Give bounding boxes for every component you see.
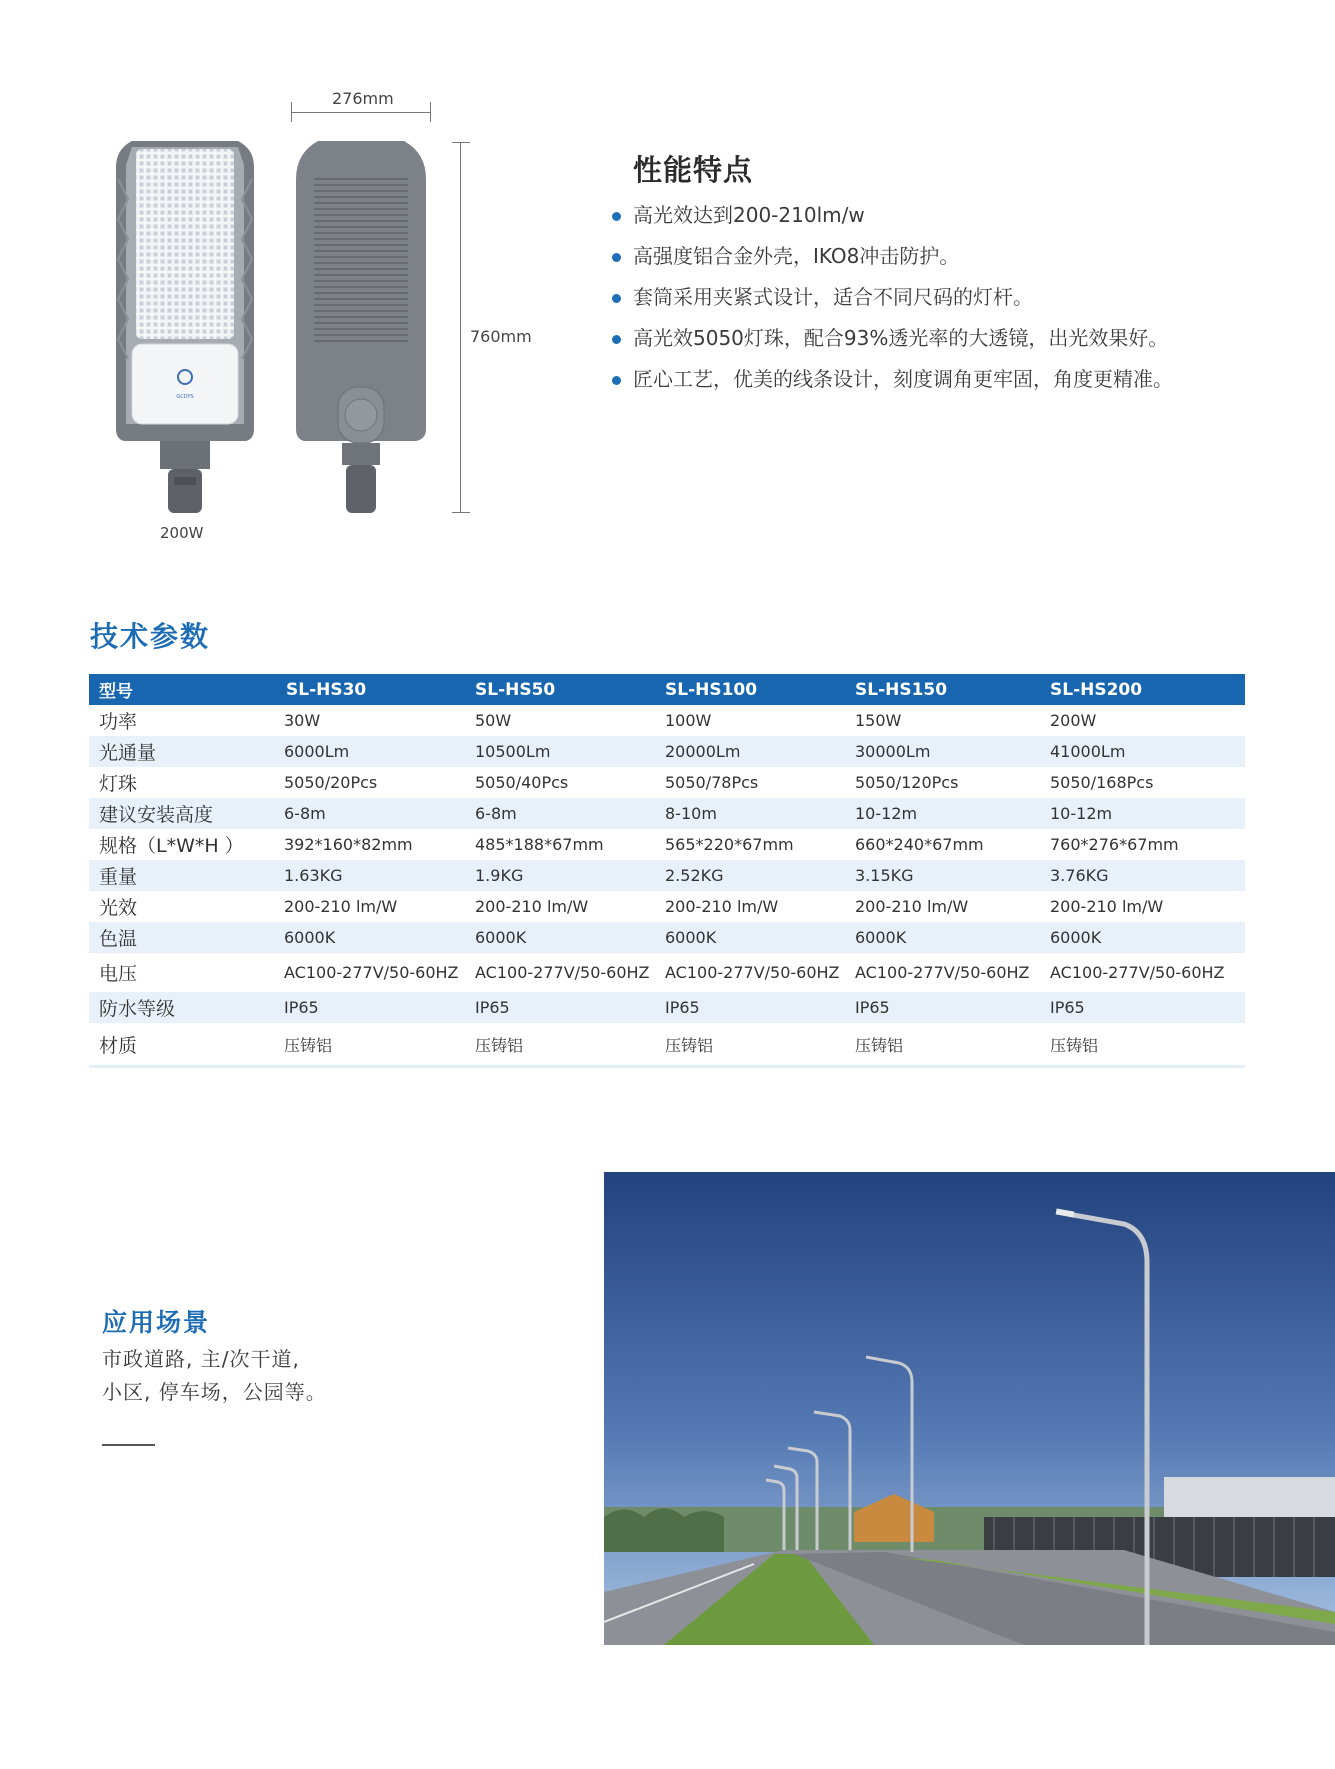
- spec-cell: AC100-277V/50-60HZ: [855, 963, 1030, 982]
- spec-cell: 760*276*67mm: [1050, 835, 1179, 854]
- spec-cell: IP65: [465, 992, 655, 1023]
- width-dimension-label: 276mm: [332, 89, 394, 108]
- height-dimension-line: [460, 142, 461, 513]
- spec-cell: 660*240*67mm: [855, 835, 984, 854]
- spec-cell: 6000Lm: [274, 736, 465, 767]
- spec-cell: 6000K: [1040, 922, 1245, 953]
- spec-cell: 20000Lm: [655, 736, 845, 767]
- spec-header-row: [89, 674, 1245, 705]
- spec-cell: 6000K: [465, 922, 655, 953]
- spec-cell: AC100-277V/50-60HZ: [665, 963, 840, 982]
- spec-header-model: SL-HS150: [845, 674, 1040, 705]
- spec-cell: 50W: [475, 711, 512, 730]
- spec-cell: 6000K: [274, 922, 465, 953]
- height-dimension-label: 760mm: [470, 327, 532, 346]
- spec-row-label: 功率: [99, 711, 138, 733]
- spec-row-ip: [89, 992, 1245, 1023]
- spec-header-label: 型号: [89, 674, 274, 705]
- spec-cell: 10-12m: [1040, 798, 1245, 829]
- spec-cell: 6000K: [845, 922, 1040, 953]
- spec-header-model: SL-HS50: [465, 674, 655, 705]
- spec-row-material: [89, 1023, 1245, 1067]
- feature-item: 高光效5050灯珠，配合93%透光率的大透镜，出光效果好。: [612, 321, 1173, 362]
- spec-row-label: 光效: [99, 897, 138, 919]
- spec-row-size: [89, 829, 1245, 860]
- spec-row-power: [89, 705, 1245, 736]
- spec-cell: 5050/168Pcs: [1050, 773, 1154, 792]
- spec-cell: IP65: [1040, 992, 1245, 1023]
- spec-cell: 5050/40Pcs: [475, 773, 569, 792]
- feature-item: 高光效达到200-210lm/w: [612, 198, 1173, 239]
- spec-cell: 200-210 lm/W: [855, 897, 969, 916]
- spec-cell: 压铸铝: [274, 1023, 465, 1067]
- spec-row-efficacy: [89, 891, 1245, 922]
- feature-item: 高强度铝合金外壳，IKO8冲击防护。: [612, 239, 1173, 280]
- spec-row-weight: [89, 860, 1245, 891]
- spec-header-model: SL-HS100: [655, 674, 845, 705]
- spec-cell: 30000Lm: [845, 736, 1040, 767]
- spec-cell: 41000Lm: [1040, 736, 1245, 767]
- specs-title: 技术参数: [90, 620, 211, 653]
- spec-cell: 5050/120Pcs: [855, 773, 959, 792]
- spec-cell: 565*220*67mm: [665, 835, 794, 854]
- width-dimension-line: [291, 112, 431, 113]
- spec-header-model: SL-HS200: [1040, 674, 1245, 705]
- spec-cell: IP65: [655, 992, 845, 1023]
- spec-row-label: 建议安装高度: [89, 798, 274, 829]
- lamp-front-view: [110, 139, 260, 519]
- spec-cell: 200-210 lm/W: [475, 897, 589, 916]
- street-scene-image: [604, 1172, 1335, 1645]
- spec-row-label: 色温: [89, 922, 274, 953]
- lamp-back-view: [290, 139, 432, 519]
- spec-cell: 6-8m: [274, 798, 465, 829]
- spec-row-label: 光通量: [89, 736, 274, 767]
- spec-cell: IP65: [274, 992, 465, 1023]
- spec-cell: 392*160*82mm: [284, 835, 413, 854]
- application-line-2: 小区, 停车场，公园等。: [102, 1380, 327, 1404]
- spec-cell: 压铸铝: [845, 1023, 1040, 1067]
- spec-row-height: [89, 798, 1245, 829]
- spec-cell: 30W: [284, 711, 321, 730]
- spec-table: [89, 674, 1245, 1068]
- spec-cell: 150W: [855, 711, 902, 730]
- spec-row-label: 规格（L*W*H ）: [99, 835, 244, 857]
- application-line-1: 市政道路, 主/次干道,: [102, 1347, 300, 1371]
- spec-cell: AC100-277V/50-60HZ: [1050, 963, 1225, 982]
- spec-row-label: 材质: [89, 1023, 274, 1067]
- spec-cell: 10500Lm: [465, 736, 655, 767]
- spec-cell: 200-210 lm/W: [665, 897, 779, 916]
- spec-row-voltage: [89, 953, 1245, 992]
- svg-text:GCDYS: GCDYS: [176, 394, 194, 400]
- application-title: 应用场景: [102, 1308, 211, 1337]
- spec-row-label: 灯珠: [99, 773, 138, 795]
- spec-cell: 200W: [1050, 711, 1097, 730]
- spec-row-leds: [89, 767, 1245, 798]
- spec-cell: 6-8m: [465, 798, 655, 829]
- divider: [102, 1444, 155, 1446]
- spec-row-label: 电压: [99, 963, 138, 985]
- spec-cell: 10-12m: [845, 798, 1040, 829]
- spec-cell: 5050/20Pcs: [284, 773, 378, 792]
- feature-item: 匠心工艺，优美的线条设计，刻度调角更牢固，角度更精准。: [612, 362, 1173, 403]
- spec-cell: 5050/78Pcs: [665, 773, 759, 792]
- spec-row-flux: [89, 736, 1245, 767]
- spec-cell: 1.9KG: [465, 860, 655, 891]
- feature-item: 套筒采用夹紧式设计，适合不同尺码的灯杆。: [612, 280, 1173, 321]
- features-title: 性能特点: [633, 153, 754, 187]
- spec-row-label: 重量: [89, 860, 274, 891]
- product-drawings: [110, 85, 550, 555]
- spec-cell: 200-210 lm/W: [1050, 897, 1164, 916]
- spec-header-model: SL-HS30: [274, 674, 465, 705]
- spec-cell: 3.15KG: [845, 860, 1040, 891]
- spec-cell: IP65: [845, 992, 1040, 1023]
- spec-cell: 6000K: [655, 922, 845, 953]
- spec-cell: 1.63KG: [274, 860, 465, 891]
- spec-row-label: 防水等级: [89, 992, 274, 1023]
- spec-cell: 8-10m: [655, 798, 845, 829]
- spec-cell: 485*188*67mm: [475, 835, 604, 854]
- spec-cell: 压铸铝: [1040, 1023, 1245, 1067]
- spec-cell: 压铸铝: [655, 1023, 845, 1067]
- features-list: [612, 198, 1173, 403]
- spec-cell: 2.52KG: [655, 860, 845, 891]
- spec-cell: 200-210 lm/W: [284, 897, 398, 916]
- spec-cell: 压铸铝: [465, 1023, 655, 1067]
- spec-cell: AC100-277V/50-60HZ: [284, 963, 459, 982]
- spec-cell: AC100-277V/50-60HZ: [475, 963, 650, 982]
- spec-cell: 3.76KG: [1040, 860, 1245, 891]
- spec-row-cct: [89, 922, 1245, 953]
- front-view-power-label: 200W: [160, 524, 204, 542]
- spec-cell: 100W: [665, 711, 712, 730]
